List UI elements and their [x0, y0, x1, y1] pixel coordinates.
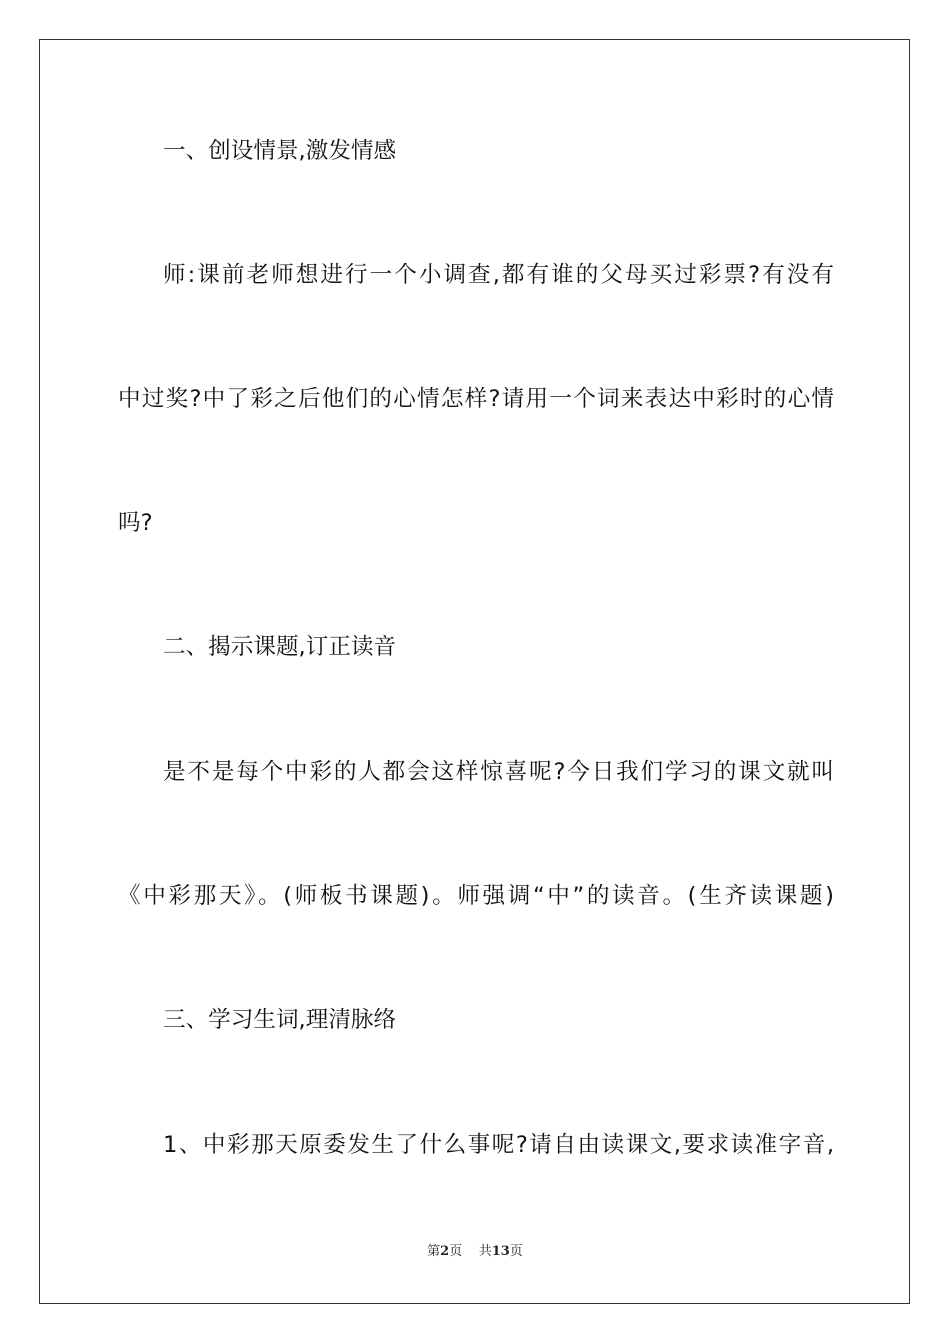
footer-page-suffix: 页	[449, 1244, 463, 1259]
paragraph-line: 《中彩那天》。(师板书课题)。师强调“中”的读音。(生齐读课题)	[118, 883, 834, 909]
footer-total-prefix: 共	[478, 1244, 492, 1259]
section-heading-2: 二、揭示课题,订正读音	[163, 634, 397, 660]
paragraph-line: 师:课前老师想进行一个小调查,都有谁的父母买过彩票?有没有	[163, 262, 834, 288]
page-footer	[0, 1243, 950, 1261]
footer-total-pages: 13	[491, 1244, 510, 1259]
paragraph-line: 1、中彩那天原委发生了什么事呢?请自由读课文,要求读准字音,	[163, 1132, 834, 1158]
paragraph-line: 中过奖?中了彩之后他们的心情怎样?请用一个词来表达中彩时的心情	[118, 386, 834, 412]
footer-prefix: 第	[427, 1244, 441, 1259]
footer-total-suffix: 页	[509, 1244, 523, 1259]
footer-page-number: 2	[440, 1244, 450, 1259]
page-border	[39, 39, 910, 1304]
paragraph-line: 是不是每个中彩的人都会这样惊喜呢?今日我们学习的课文就叫	[163, 759, 834, 785]
section-heading-3: 三、学习生词,理清脉络	[163, 1007, 397, 1033]
section-heading-1: 一、创设情景,激发情感	[163, 138, 397, 164]
paragraph-line: 吗?	[118, 510, 153, 536]
